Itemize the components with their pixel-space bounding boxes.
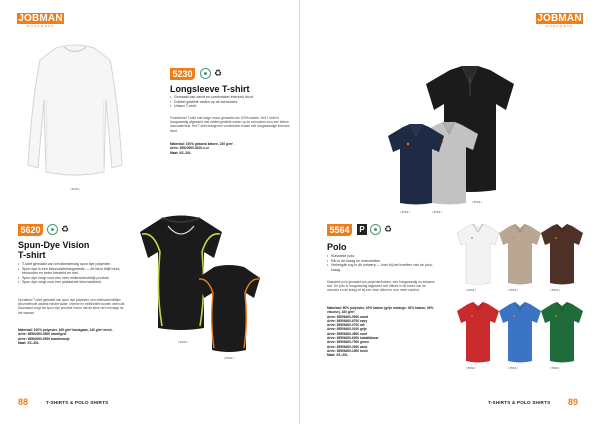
caption-polo-sand: | 5564 | <box>508 288 518 292</box>
logo-subtitle: WORKWEAR <box>26 24 55 28</box>
specs-longsleeve <box>170 142 292 155</box>
caption-5620-a: | 5620 | <box>178 340 188 344</box>
bullet: • T-shirt gemaakt van kreukbestendig spun dye polyester. <box>18 262 126 267</box>
page-number: 88 <box>18 397 29 407</box>
polo-brown-image <box>540 222 584 286</box>
caption-polo-green: | 5564 | <box>550 366 560 370</box>
logo-text: JOBMAN <box>18 13 63 24</box>
description-spundye: Opvallend T-shirt gemaakt van spun dye polyester, een milieuvriendelijke kleurmethode waarbij minder water, chemie en elektriciteit worden verbruikt. Daarnaast zorgt het spun dye procedé ervoor dat de kleur niet vervaagt na het wassen. <box>18 298 126 315</box>
oeko-tex-icon <box>370 224 381 235</box>
logo-text: JOBMAN <box>537 13 582 24</box>
specs-polo <box>327 306 437 358</box>
spec-line: Artnr: 65523000-8100-s-xl <box>170 146 209 151</box>
premium-badge: P <box>357 224 367 235</box>
spec-line: Artnr: 65556400-9900 zwart <box>327 314 369 319</box>
product-title-longsleeve: Longsleeve T-shirt <box>170 84 250 94</box>
right-page <box>300 0 600 424</box>
polo-blue-image <box>498 300 542 364</box>
section-label: T-SHIRTS & POLO SHIRTS <box>488 400 551 405</box>
caption-polo-grey: | 5564 | <box>432 210 442 214</box>
spec-line: Artnr: 65556400-0100 grijs <box>327 327 367 332</box>
bullet: • Dubbel gestikte naden op de schouders. <box>170 100 295 105</box>
description-polo: Klassieke polo gemaakt van polyester/katoen, een hoogwaardig en dutzame stof. De polo is hoogwaardig afgewerkt met ribbels in de boord van de mouwen en de kraag zit bij een mooi ribbel en voor meer comfort. <box>327 280 435 293</box>
product-title-spundye-line2: T-shirt <box>18 250 46 260</box>
product-title-spundye-line1: Spun-Dye Vision <box>18 240 90 250</box>
description-longsleeve: Functioneel T-shirt met lange mouw gemaakt van 100% katoen. Het T-shirt is hoogwaardig afgewerkt met dubbel gestikte naden op de schouders voor een betere duurzaamheid. Het T-shirt draagt een comfortabel model met hoogwaardige interlock tricot. <box>170 116 290 133</box>
spec-line: Artnr: 65562000-9600 zwart/geel <box>18 332 67 337</box>
product-code-5620: 5620 <box>18 224 43 236</box>
spec-line: Artnr: 65556400-1500 bruin <box>327 348 368 353</box>
certification-icon: ♻ <box>61 224 70 234</box>
spundye-orange-shirt-image <box>196 262 262 354</box>
spec-line: Maat: XS–3XL <box>18 340 40 345</box>
product-title-polo: Polo <box>327 242 347 252</box>
spec-line: Materiaal: 100% gekamd katoen, 220 g/m². <box>170 142 234 146</box>
bullet: • Rib in de kraag en manchetten. <box>327 259 437 264</box>
certification-icon: ♻ <box>384 224 393 234</box>
oeko-tex-icon <box>200 68 211 79</box>
bullet: • Klassieke polo. <box>327 254 437 259</box>
bullets-polo <box>327 254 437 272</box>
polo-white-image <box>456 222 500 286</box>
caption-polo-blue: | 5564 | <box>508 366 518 370</box>
spec-line: Maat: XS–3XL <box>170 150 192 155</box>
spec-line: Maat: XS–3XL <box>327 353 349 358</box>
bullet: • Unisex T-shirt. <box>170 104 295 109</box>
spec-line: Artnr: 65556400-6700 navy <box>327 318 368 323</box>
jobman-logo <box>536 13 583 28</box>
certification-icon: ♻ <box>214 68 223 78</box>
polo-sand-image <box>498 222 542 286</box>
logo-subtitle: WORKWEAR <box>545 24 574 28</box>
bullet: • Spun dye zorgt voor een zeer milieuvriendelijk product. <box>18 276 126 281</box>
caption-5620-b: | 5620 | <box>224 356 234 360</box>
oeko-tex-icon <box>47 224 58 235</box>
product-code-5564: 5564 <box>327 224 352 236</box>
spec-line: Artnr: 65556400-0700 wit <box>327 323 365 328</box>
bullet: • Spun dye is een kleurvastheidsgarantie — de kleur blijft mooi, behouden en beter hersteld en niet. <box>18 267 126 276</box>
bullets-longsleeve <box>170 95 295 109</box>
specs-spundye <box>18 328 128 345</box>
spec-line: Artnr: 65556400-7500 groen <box>327 340 369 345</box>
polo-red-image <box>456 300 500 364</box>
caption-polo-navy: | 5564 | <box>400 210 410 214</box>
caption-5230: | 5230 | <box>70 187 80 191</box>
caption-polo-black: | 5564 | <box>472 200 482 204</box>
polo-green-image <box>540 300 584 364</box>
bullets-spundye <box>18 262 126 285</box>
caption-polo-brown: | 5564 | <box>550 288 560 292</box>
page-number: 89 <box>568 397 579 407</box>
section-label: T-SHIRTS & POLO SHIRTS <box>46 400 109 405</box>
spec-line: Artnr: 65556400-6200 kobaltblauw <box>327 336 379 341</box>
spec-line: Artnr: 65556400-2000 zand <box>327 344 368 349</box>
spec-line: Artnr: 65562000-9929 zwart/oranje <box>18 336 70 341</box>
spec-line: Artnr: 65556400-4500 rood <box>327 331 368 336</box>
caption-polo-white: | 5564 | <box>466 288 476 292</box>
product-code-5230: 5230 <box>170 68 195 80</box>
longsleeve-white-shirt-image <box>26 40 124 180</box>
bullet: • Gemaakt van zacht en comfortabel interlock tricot. <box>170 95 295 100</box>
bullet: • Spun dye zorgt voor een plakkende kleurvastheid. <box>18 280 126 285</box>
polo-navy-image <box>386 122 446 206</box>
spec-line: Materiaal: 100% polyester, 165 g/m² basisgaas, 140 g/m² mesh. <box>18 328 113 332</box>
spec-line: Materiaal: 60% polyester, 40% katoen (grijs melange: 40% katoen, 60% viscose), 180 g/m². <box>327 306 434 315</box>
jobman-logo <box>17 13 64 28</box>
caption-polo-red: | 5564 | <box>466 366 476 370</box>
bullet: • Verlengde rug in dit ontwerp — koel bij het inzetten van de polo-kraag. <box>327 263 437 272</box>
